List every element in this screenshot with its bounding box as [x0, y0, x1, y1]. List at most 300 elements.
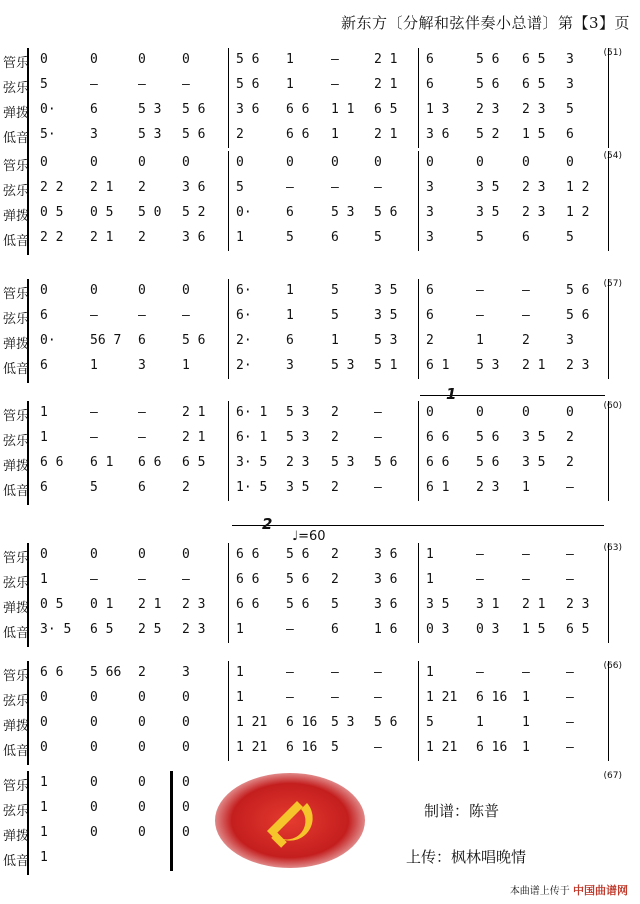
- barline: [418, 73, 419, 98]
- note-cell: 2 1: [182, 430, 206, 445]
- part-label: 管乐: [3, 409, 30, 424]
- note-cell: 1: [522, 480, 530, 495]
- note-cell: –: [90, 405, 98, 420]
- note-cell: 6 5: [374, 102, 398, 117]
- system-end-barline: [608, 279, 609, 379]
- note-cell: 2: [138, 230, 146, 245]
- note-cell: 0: [426, 155, 434, 170]
- note-cell: 0: [138, 740, 146, 755]
- note-cell: 6 6: [236, 597, 260, 612]
- note-cell: 3: [566, 77, 574, 92]
- note-cell: 1 6: [374, 622, 398, 637]
- note-cell: –: [90, 572, 98, 587]
- note-cell: 3 5: [286, 480, 310, 495]
- part-label: 弦乐: [3, 184, 30, 199]
- measure-number: (57): [603, 279, 622, 289]
- note-cell: 6 1: [90, 455, 114, 470]
- note-cell: 1: [331, 333, 339, 348]
- note-cell: 5 6: [566, 283, 590, 298]
- barline: [418, 568, 419, 593]
- note-cell: 6 5: [566, 622, 590, 637]
- barline: [418, 451, 419, 476]
- note-cell: 3 5: [522, 430, 546, 445]
- part-label: 弹拨: [3, 459, 30, 474]
- page-header: 新东方〔分解和弦伴奏小总谱〕第【3】页: [340, 14, 630, 32]
- part-label: 低音: [3, 362, 30, 377]
- system-end-barline: [608, 151, 609, 251]
- note-cell: 0: [566, 405, 574, 420]
- note-cell: 0: [40, 52, 48, 67]
- barline: [418, 279, 419, 304]
- note-cell: 6 16: [476, 740, 508, 755]
- note-cell: 6 16: [286, 715, 318, 730]
- note-cell: 2 3: [476, 480, 500, 495]
- barline: [228, 329, 229, 354]
- barline: [418, 329, 419, 354]
- note-cell: 0: [182, 825, 190, 840]
- note-cell: 6· 1: [236, 405, 268, 420]
- note-cell: –: [90, 77, 98, 92]
- note-cell: 0: [90, 775, 98, 790]
- note-cell: 6 5: [182, 455, 206, 470]
- site-footer: [510, 882, 628, 898]
- note-cell: 1: [40, 850, 48, 865]
- note-cell: –: [566, 740, 574, 755]
- measure-number: (51): [603, 48, 622, 58]
- note-cell: 3: [566, 52, 574, 67]
- note-cell: –: [138, 405, 146, 420]
- note-cell: 6· 1: [236, 430, 268, 445]
- note-cell: 2 1: [90, 180, 114, 195]
- note-cell: 5 6: [476, 430, 500, 445]
- note-cell: 6: [331, 622, 339, 637]
- note-cell: 6 6: [286, 102, 310, 117]
- note-cell: 1: [522, 715, 530, 730]
- note-cell: 1: [40, 572, 48, 587]
- note-cell: 3: [182, 665, 190, 680]
- note-cell: 6: [426, 52, 434, 67]
- note-cell: 3 5: [374, 308, 398, 323]
- note-cell: 6·: [236, 308, 252, 323]
- note-cell: 3: [426, 205, 434, 220]
- volta-bracket: [232, 525, 604, 526]
- note-cell: 0: [90, 155, 98, 170]
- note-cell: 2: [426, 333, 434, 348]
- note-cell: 1 5: [522, 622, 546, 637]
- barline: [228, 151, 229, 176]
- note-cell: 2 3: [566, 597, 590, 612]
- note-cell: –: [331, 665, 339, 680]
- note-cell: 3 6: [182, 230, 206, 245]
- note-cell: 2 2: [40, 230, 64, 245]
- note-cell: 0: [286, 155, 294, 170]
- note-cell: 5: [426, 715, 434, 730]
- note-cell: 1: [426, 572, 434, 587]
- note-cell: 1: [286, 308, 294, 323]
- note-cell: 5: [566, 230, 574, 245]
- note-cell: 5 6: [476, 52, 500, 67]
- part-label: 管乐: [3, 287, 30, 302]
- note-cell: 2 3: [182, 622, 206, 637]
- note-cell: 6 6: [40, 455, 64, 470]
- note-cell: 5 3: [286, 405, 310, 420]
- note-cell: 1 5: [522, 127, 546, 142]
- note-cell: 6: [138, 480, 146, 495]
- note-cell: 0: [138, 547, 146, 562]
- note-cell: 5 6: [182, 102, 206, 117]
- barline: [228, 123, 229, 148]
- note-cell: –: [566, 572, 574, 587]
- note-cell: 3: [566, 333, 574, 348]
- note-cell: 6: [426, 308, 434, 323]
- note-cell: 0: [90, 283, 98, 298]
- note-cell: 6 16: [476, 690, 508, 705]
- note-cell: –: [138, 572, 146, 587]
- note-cell: 0 5: [40, 205, 64, 220]
- note-cell: –: [522, 308, 530, 323]
- note-cell: 2: [138, 180, 146, 195]
- note-cell: 3· 5: [236, 455, 268, 470]
- note-cell: 0: [138, 715, 146, 730]
- barline: [418, 98, 419, 123]
- note-cell: 0 3: [426, 622, 450, 637]
- note-cell: 0: [138, 155, 146, 170]
- note-cell: 5: [331, 597, 339, 612]
- note-cell: 3: [426, 180, 434, 195]
- note-cell: 2·: [236, 333, 252, 348]
- note-cell: 1 21: [236, 715, 268, 730]
- note-cell: 5 3: [374, 333, 398, 348]
- note-cell: 0: [182, 52, 190, 67]
- note-cell: –: [522, 283, 530, 298]
- note-cell: 2 3: [522, 205, 546, 220]
- note-cell: 5: [476, 230, 484, 245]
- note-cell: 0: [522, 405, 530, 420]
- note-cell: 2: [331, 547, 339, 562]
- note-cell: 3: [286, 358, 294, 373]
- part-label: 弹拨: [3, 829, 30, 844]
- party-emblem-icon: [215, 773, 365, 868]
- barline: [418, 476, 419, 501]
- barline: [228, 226, 229, 251]
- note-cell: 1: [40, 405, 48, 420]
- note-cell: –: [331, 180, 339, 195]
- note-cell: 0: [138, 800, 146, 815]
- note-cell: 5: [40, 77, 48, 92]
- volta-label: 2: [262, 515, 273, 533]
- note-cell: 2 1: [522, 597, 546, 612]
- barline: [228, 618, 229, 643]
- note-cell: 1 2: [566, 180, 590, 195]
- note-cell: 6: [286, 205, 294, 220]
- part-label: 低音: [3, 744, 30, 759]
- note-cell: 2 1: [374, 77, 398, 92]
- note-cell: 6: [286, 333, 294, 348]
- system-end-barline: [608, 661, 609, 761]
- note-cell: 0: [182, 775, 190, 790]
- barline: [418, 686, 419, 711]
- note-cell: 5 3: [476, 358, 500, 373]
- note-cell: 0: [40, 690, 48, 705]
- note-cell: 0: [90, 825, 98, 840]
- barline: [228, 48, 229, 73]
- note-cell: 0: [236, 155, 244, 170]
- note-cell: 6 16: [286, 740, 318, 755]
- note-cell: 0: [476, 405, 484, 420]
- note-cell: 2: [522, 333, 530, 348]
- barline: [228, 201, 229, 226]
- note-cell: 3 6: [426, 127, 450, 142]
- note-cell: 1: [90, 358, 98, 373]
- note-cell: 0 5: [40, 597, 64, 612]
- note-cell: 0: [522, 155, 530, 170]
- note-cell: 0: [90, 715, 98, 730]
- note-cell: –: [182, 572, 190, 587]
- note-cell: 1 21: [236, 740, 268, 755]
- part-label: 弦乐: [3, 81, 30, 96]
- note-cell: –: [138, 308, 146, 323]
- note-cell: 5 3: [331, 455, 355, 470]
- note-cell: 5: [374, 230, 382, 245]
- part-label: 管乐: [3, 56, 30, 71]
- note-cell: 2: [331, 430, 339, 445]
- note-cell: 0: [138, 283, 146, 298]
- note-cell: 6: [90, 102, 98, 117]
- note-cell: 2: [182, 480, 190, 495]
- barline: [418, 48, 419, 73]
- note-cell: 1: [182, 358, 190, 373]
- barline: [228, 426, 229, 451]
- barline: [228, 354, 229, 379]
- note-cell: 1: [286, 283, 294, 298]
- note-cell: –: [476, 572, 484, 587]
- note-cell: 6: [426, 283, 434, 298]
- final-barline: [170, 771, 173, 871]
- barline: [228, 451, 229, 476]
- note-cell: –: [476, 665, 484, 680]
- note-cell: 5 3: [286, 430, 310, 445]
- note-cell: 5 6: [374, 455, 398, 470]
- note-cell: –: [138, 77, 146, 92]
- note-cell: 6 6: [40, 665, 64, 680]
- note-cell: 1: [331, 127, 339, 142]
- note-cell: –: [522, 665, 530, 680]
- note-cell: –: [90, 308, 98, 323]
- note-cell: 5: [331, 740, 339, 755]
- note-cell: 1· 5: [236, 480, 268, 495]
- measure-number: (54): [603, 151, 622, 161]
- note-cell: 0·: [40, 102, 56, 117]
- note-cell: 5 6: [236, 77, 260, 92]
- barline: [418, 201, 419, 226]
- note-cell: 5 2: [476, 127, 500, 142]
- note-cell: 0: [90, 800, 98, 815]
- note-cell: 1: [236, 665, 244, 680]
- note-cell: 5 66: [90, 665, 122, 680]
- note-cell: 3 5: [476, 180, 500, 195]
- note-cell: 3 5: [374, 283, 398, 298]
- system-end-barline: [608, 401, 609, 501]
- note-cell: 5 6: [286, 597, 310, 612]
- note-cell: –: [182, 308, 190, 323]
- part-label: 低音: [3, 234, 30, 249]
- note-cell: 5: [236, 180, 244, 195]
- note-cell: –: [331, 52, 339, 67]
- note-cell: 0 3: [476, 622, 500, 637]
- note-cell: –: [286, 180, 294, 195]
- note-cell: 2 3: [522, 180, 546, 195]
- note-cell: 2 2: [40, 180, 64, 195]
- note-cell: 0: [182, 283, 190, 298]
- barline: [418, 618, 419, 643]
- note-cell: –: [286, 665, 294, 680]
- note-cell: 0: [40, 715, 48, 730]
- note-cell: 2 3: [182, 597, 206, 612]
- note-cell: 6: [138, 333, 146, 348]
- note-cell: 0: [90, 547, 98, 562]
- note-cell: 2 3: [522, 102, 546, 117]
- note-cell: –: [374, 180, 382, 195]
- note-cell: 2 1: [374, 127, 398, 142]
- note-cell: –: [331, 77, 339, 92]
- note-cell: –: [286, 690, 294, 705]
- note-cell: 5 1: [374, 358, 398, 373]
- barline: [418, 151, 419, 176]
- note-cell: 2: [236, 127, 244, 142]
- note-cell: –: [522, 572, 530, 587]
- barline: [418, 736, 419, 761]
- note-cell: 5: [566, 102, 574, 117]
- note-cell: 6 1: [426, 358, 450, 373]
- note-cell: 0: [40, 740, 48, 755]
- note-cell: 0: [476, 155, 484, 170]
- note-cell: 2: [566, 430, 574, 445]
- barline: [228, 73, 229, 98]
- note-cell: 5 3: [331, 715, 355, 730]
- part-label: 管乐: [3, 159, 30, 174]
- note-cell: 5 3: [138, 127, 162, 142]
- note-cell: 0 5: [90, 205, 114, 220]
- barline: [418, 593, 419, 618]
- note-cell: 2 1: [374, 52, 398, 67]
- note-cell: –: [182, 77, 190, 92]
- barline: [418, 304, 419, 329]
- note-cell: 5 6: [476, 77, 500, 92]
- note-cell: 0 1: [90, 597, 114, 612]
- part-label: 管乐: [3, 669, 30, 684]
- note-cell: 1: [236, 690, 244, 705]
- barline: [418, 226, 419, 251]
- note-cell: –: [286, 622, 294, 637]
- note-cell: 6 6: [286, 127, 310, 142]
- note-cell: 0: [40, 155, 48, 170]
- note-cell: 6: [522, 230, 530, 245]
- part-label: 弦乐: [3, 576, 30, 591]
- note-cell: 1: [286, 77, 294, 92]
- note-cell: 1 21: [426, 740, 458, 755]
- note-cell: 2: [566, 455, 574, 470]
- note-cell: 6·: [236, 283, 252, 298]
- note-cell: –: [566, 480, 574, 495]
- measure-number: (67): [603, 771, 622, 781]
- note-cell: 3 5: [476, 205, 500, 220]
- note-cell: 0: [426, 405, 434, 420]
- barline: [228, 304, 229, 329]
- note-cell: 5 3: [138, 102, 162, 117]
- barline: [228, 98, 229, 123]
- note-cell: 0: [138, 825, 146, 840]
- note-cell: 5 2: [182, 205, 206, 220]
- barline: [418, 123, 419, 148]
- note-cell: 0: [182, 715, 190, 730]
- note-cell: 6: [40, 358, 48, 373]
- part-label: 低音: [3, 854, 30, 869]
- barline: [228, 661, 229, 686]
- part-label: 管乐: [3, 551, 30, 566]
- note-cell: 5 6: [286, 572, 310, 587]
- barline: [418, 401, 419, 426]
- note-cell: 6 6: [426, 455, 450, 470]
- note-cell: –: [374, 405, 382, 420]
- note-cell: 6 1: [426, 480, 450, 495]
- note-cell: 3 6: [182, 180, 206, 195]
- note-cell: 3: [138, 358, 146, 373]
- note-cell: 3: [426, 230, 434, 245]
- barline: [228, 593, 229, 618]
- note-cell: 1: [40, 775, 48, 790]
- note-cell: 1: [40, 800, 48, 815]
- part-label: 弹拨: [3, 337, 30, 352]
- note-cell: 1: [476, 715, 484, 730]
- note-cell: 3 5: [426, 597, 450, 612]
- note-cell: 0: [90, 690, 98, 705]
- note-cell: 0: [182, 740, 190, 755]
- part-label: 弦乐: [3, 804, 30, 819]
- barline: [228, 476, 229, 501]
- note-cell: 1 2: [566, 205, 590, 220]
- note-cell: 6 5: [522, 77, 546, 92]
- note-cell: 0: [182, 690, 190, 705]
- note-cell: 3 6: [374, 597, 398, 612]
- note-cell: 2 5: [138, 622, 162, 637]
- note-cell: 6 6: [236, 547, 260, 562]
- note-cell: 6: [331, 230, 339, 245]
- part-label: 低音: [3, 626, 30, 641]
- barline: [228, 736, 229, 761]
- barline: [228, 543, 229, 568]
- note-cell: 6 6: [426, 430, 450, 445]
- note-cell: 6: [40, 308, 48, 323]
- note-cell: 0: [90, 52, 98, 67]
- note-cell: 0: [566, 155, 574, 170]
- note-cell: 3· 5: [40, 622, 72, 637]
- note-cell: 6: [426, 77, 434, 92]
- barline: [418, 543, 419, 568]
- system-end-barline: [608, 48, 609, 148]
- part-label: 弹拨: [3, 106, 30, 121]
- note-cell: 6 6: [138, 455, 162, 470]
- note-cell: 0: [90, 740, 98, 755]
- uploader-credit: 上传：枫林唱晚情: [406, 848, 527, 866]
- note-cell: –: [374, 430, 382, 445]
- note-cell: 1 1: [331, 102, 355, 117]
- note-cell: 5 6: [566, 308, 590, 323]
- note-cell: 3 5: [522, 455, 546, 470]
- measure-number: (60): [603, 401, 622, 411]
- barline: [228, 176, 229, 201]
- barline: [418, 661, 419, 686]
- barline: [418, 711, 419, 736]
